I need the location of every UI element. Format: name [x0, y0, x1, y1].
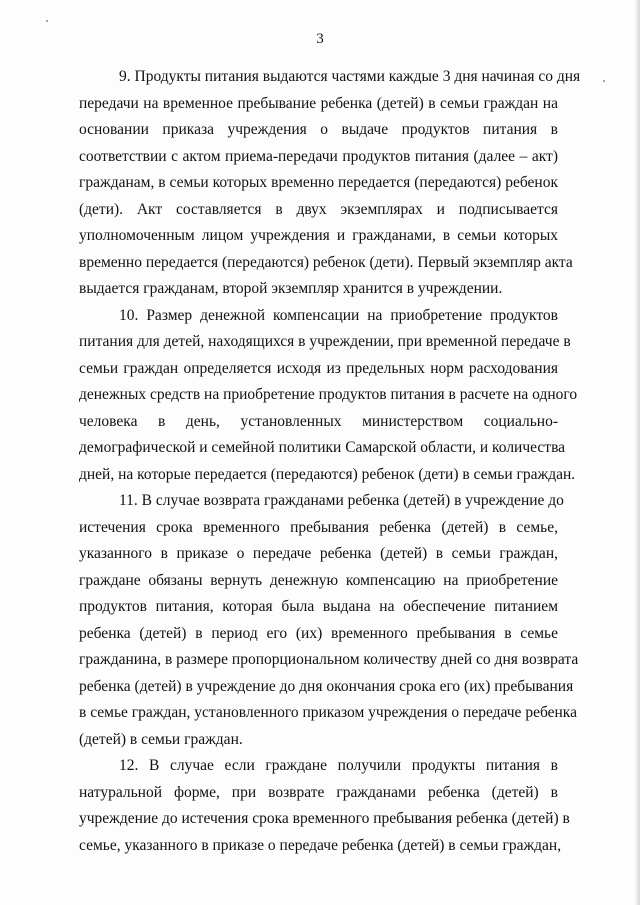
text-line: семье, указанного в приказе о передаче ребенка (детей) в семьи граждан, — [79, 836, 562, 854]
text-line: семьи граждан определяется исходя из предельных норм расходования — [79, 359, 558, 377]
text-line: граждане обязаны вернуть денежную компенсацию на приобретение — [79, 571, 558, 589]
text-line: 12. В случае если граждане получили продукты питания в — [119, 757, 558, 774]
paragraph-12 — [79, 753, 570, 859]
text-line: денежных средств на приобретение продуктов питания в расчете на одного — [79, 386, 578, 403]
text-line: (детей) в семьи граждан. — [79, 730, 243, 748]
paragraph-11 — [79, 488, 579, 753]
page-edge-shadow — [634, 0, 640, 905]
text-line: временно передается (передаются) ребенок (дети). Первый экземпляр акта — [79, 253, 573, 271]
text-line: гражданам, в семьи которых временно передается (передаются) ребенок — [79, 174, 558, 191]
text-line: натуральной форме, при возврате гражданами ребенка (детей) в — [79, 783, 558, 801]
text-line: указанного в приказе о передаче ребенка (детей) в семьи граждан, — [79, 545, 558, 562]
text-line: передачи на временное пребывание ребенка (детей) в семьи граждан на — [79, 94, 558, 112]
scan-speck — [46, 20, 48, 22]
page-number: 3 — [316, 31, 324, 47]
text-line: в семье граждан, установленного приказом учреждения о передаче ребенка — [79, 704, 577, 721]
text-line: выдается гражданам, второй экземпляр хранится в учреждении. — [79, 280, 503, 297]
text-line: продуктов питания, которая была выдана на обеспечение питанием — [79, 598, 558, 615]
document-body — [79, 64, 581, 859]
text-line: питания для детей, находящихся в учреждении, при временной передаче в — [79, 333, 571, 350]
text-line: ребенка (детей) в учреждение до дня окончания срока его (их) пребывания — [79, 677, 574, 695]
text-line: соответствии с актом приема-передачи продуктов питания (далее – акт) — [79, 147, 558, 165]
text-line: 10. Размер денежной компенсации на приобретение продуктов — [119, 306, 558, 324]
text-line: демографической и семейной политики Самарской области, и количества — [79, 439, 566, 456]
text-line: человека в день, установленных министерством социально- — [79, 412, 558, 430]
paragraph-10 — [79, 303, 578, 489]
paragraph-9 — [79, 64, 581, 303]
text-line: 11. В случае возврата гражданами ребенка (детей) в учреждение до — [119, 492, 564, 509]
text-line: ребенка (детей) в период его (их) временного пребывания в семье — [79, 624, 558, 642]
text-line: гражданина, в размере пропорциональном количеству дней со дня возврата — [79, 651, 579, 668]
scan-speck — [603, 80, 605, 82]
text-line: 9. Продукты питания выдаются частями каждые 3 дня начиная со дня — [119, 68, 581, 85]
text-line: истечения срока временного пребывания ребенка (детей) в семье, — [79, 518, 558, 536]
text-line: учреждение до истечения срока временного пребывания ребенка (детей) в — [79, 810, 570, 827]
text-line: уполномоченным лицом учреждения и гражданами, в семьи которых — [79, 227, 558, 244]
text-line: дней, на которые передается (передаются) ребенок (дети) в семьи граждан. — [79, 465, 576, 483]
text-line: (дети). Акт составляется в двух экземплярах и подписывается — [79, 200, 558, 218]
text-line: основании приказа учреждения о выдаче продуктов питания в — [79, 121, 558, 138]
